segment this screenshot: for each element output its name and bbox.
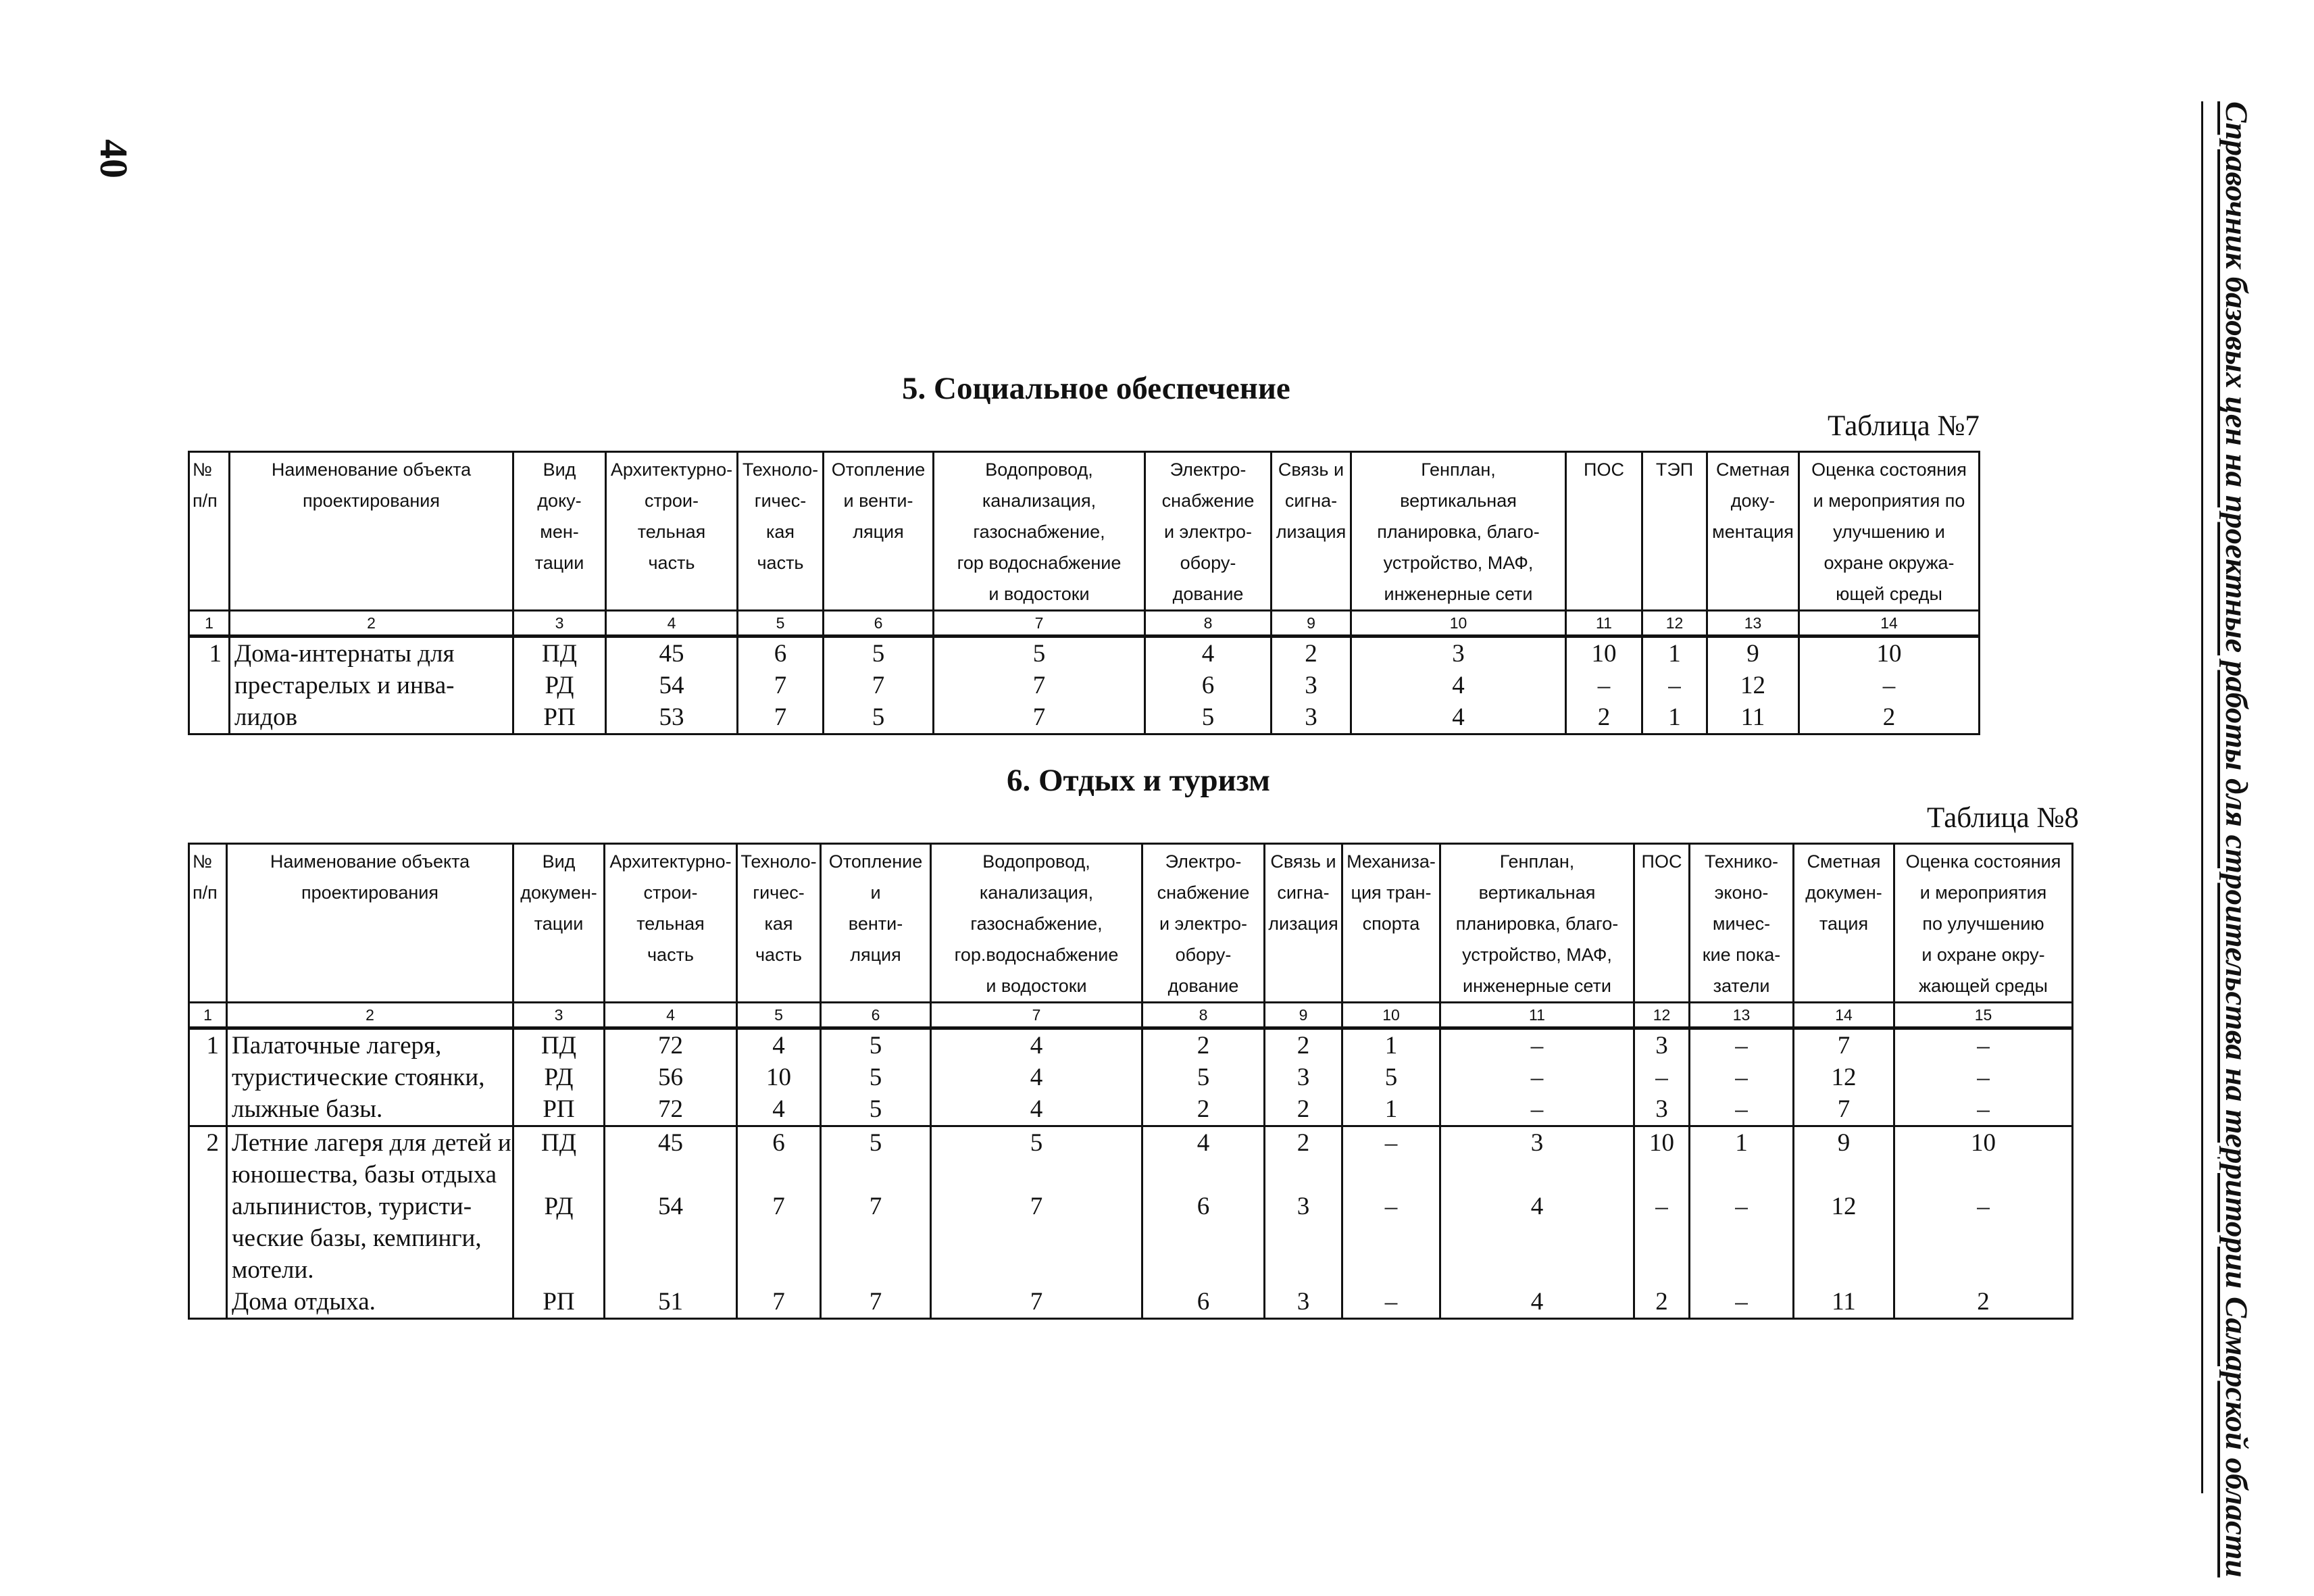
- column-header: ПОС: [1634, 844, 1690, 1003]
- column-number: 8: [1142, 1003, 1265, 1028]
- column-number: 5: [738, 611, 824, 637]
- cell-value: 7: [774, 672, 787, 699]
- column-number: 13: [1707, 611, 1799, 637]
- cell-value: 7: [772, 1288, 785, 1316]
- cell-value: 7: [872, 672, 885, 699]
- column-number: 7: [931, 1003, 1142, 1028]
- table-row: [189, 637, 1980, 734]
- cell-value: 51: [658, 1288, 683, 1316]
- cell-value: ПД: [541, 1032, 576, 1059]
- column-header: Архитектурно- строи- тельная часть: [605, 844, 737, 1003]
- column-header: Вид докумен- тации: [513, 844, 605, 1003]
- object-name: [227, 1028, 513, 1126]
- cell-value: 3: [1452, 640, 1465, 668]
- cell-value: 56: [658, 1064, 683, 1091]
- column-number: 14: [1799, 611, 1980, 637]
- row-index: 2: [189, 1126, 227, 1319]
- cell-value: 6: [1201, 672, 1215, 699]
- cell-value: 5: [869, 1095, 882, 1123]
- object-name-line: престарелых и инва-: [234, 672, 455, 699]
- cell-value: 5: [869, 1064, 882, 1091]
- cell-value: 7: [1837, 1095, 1851, 1123]
- cell-value: 7: [1032, 672, 1046, 699]
- cell-value: –: [1735, 1064, 1748, 1091]
- cell-value: РД: [544, 1193, 574, 1220]
- cell-value: 2: [1297, 1129, 1310, 1157]
- value-cell: [513, 637, 606, 734]
- column-number: 2: [227, 1003, 513, 1028]
- cell-value: 4: [1201, 640, 1215, 668]
- column-header: Генплан, вертикальная планировка, благо- устройство, МАФ, инженерные сети: [1440, 844, 1634, 1003]
- value-cell: [1690, 1028, 1794, 1126]
- column-header: Наименование объекта проектирования: [230, 452, 513, 611]
- column-header: Водопровод, канализация, газоснабжение, гор.водоснабжение и водостоки: [931, 844, 1142, 1003]
- value-cell: [738, 637, 824, 734]
- column-header: Электро- снабжение и электро- обору- дование: [1145, 452, 1272, 611]
- object-name-line: ческие базы, кемпинги,: [232, 1224, 482, 1252]
- column-number: 7: [934, 611, 1145, 637]
- column-header: Вид доку- мен- тации: [513, 452, 606, 611]
- column-header: № п/п: [189, 844, 227, 1003]
- cell-value: 2: [1977, 1288, 1990, 1316]
- cell-value: 10: [1876, 640, 1902, 668]
- column-header: Оценка состояния и мероприятия по улучшению и охране окружа- ющей среды: [1799, 452, 1980, 611]
- cell-value: –: [1668, 672, 1681, 699]
- cell-value: 6: [1197, 1288, 1210, 1316]
- cell-value: 9: [1746, 640, 1759, 668]
- column-number: 9: [1272, 611, 1351, 637]
- cell-value: 3: [1305, 672, 1317, 699]
- cell-value: 5: [869, 1032, 882, 1059]
- value-cell: [1440, 1028, 1634, 1126]
- row-index: 1: [189, 1028, 227, 1126]
- value-cell: [1634, 1126, 1690, 1319]
- cell-value: РД: [544, 1064, 574, 1091]
- object-name-line: альпинистов, туристи-: [232, 1193, 472, 1220]
- cell-value: 6: [1197, 1193, 1210, 1220]
- column-number: 4: [605, 1003, 737, 1028]
- value-cell: [1894, 1028, 2073, 1126]
- cell-value: –: [1384, 1288, 1398, 1316]
- cell-value: –: [1735, 1032, 1748, 1059]
- value-cell: [1265, 1126, 1342, 1319]
- cell-value: –: [1384, 1193, 1398, 1220]
- column-number: 6: [824, 611, 934, 637]
- cell-value: 54: [658, 1193, 683, 1220]
- column-number: 4: [606, 611, 738, 637]
- value-cell: [1707, 637, 1799, 734]
- cell-value: 72: [658, 1032, 683, 1059]
- value-cell: [1566, 637, 1642, 734]
- column-header: ПОС: [1566, 452, 1642, 611]
- cell-value: 4: [1030, 1095, 1043, 1123]
- value-cell: [513, 1126, 605, 1319]
- column-number: 14: [1794, 1003, 1894, 1028]
- cell-value: 5: [869, 1129, 882, 1157]
- cell-value: 4: [1452, 703, 1465, 731]
- cell-value: 5: [1384, 1064, 1398, 1091]
- cell-value: 4: [1530, 1193, 1544, 1220]
- table-label-8: Таблица №8: [1927, 802, 2079, 834]
- column-header: Связь и сигна- лизация: [1272, 452, 1351, 611]
- cell-value: 2: [1197, 1032, 1210, 1059]
- cell-value: –: [1977, 1193, 1990, 1220]
- object-name-line: туристические стоянки,: [232, 1064, 485, 1091]
- column-number-row: [189, 1003, 2073, 1028]
- cell-value: 45: [659, 640, 684, 668]
- value-cell: [824, 637, 934, 734]
- table-social: [188, 451, 1980, 735]
- column-number: 10: [1351, 611, 1566, 637]
- cell-value: –: [1735, 1095, 1748, 1123]
- cell-value: 7: [774, 703, 787, 731]
- value-cell: [1351, 637, 1566, 734]
- cell-value: 10: [1591, 640, 1617, 668]
- cell-value: 5: [1032, 640, 1046, 668]
- cell-value: 5: [872, 640, 885, 668]
- cell-value: ПД: [541, 1129, 576, 1157]
- cell-value: 3: [1297, 1064, 1310, 1091]
- column-number: 13: [1690, 1003, 1794, 1028]
- cell-value: 2: [1297, 1095, 1310, 1123]
- page-number: 40: [92, 139, 136, 178]
- table-label-7: Таблица №7: [1828, 410, 1980, 442]
- column-number: 11: [1566, 611, 1642, 637]
- cell-value: 7: [1030, 1288, 1043, 1316]
- value-cell: [1634, 1028, 1690, 1126]
- value-cell: [1440, 1126, 1634, 1319]
- object-name-line: Дома отдыха.: [232, 1288, 376, 1316]
- row-index: 1: [189, 637, 230, 734]
- value-cell: [1799, 637, 1980, 734]
- cell-value: 10: [1649, 1129, 1674, 1157]
- column-number: 12: [1634, 1003, 1690, 1028]
- column-number: 1: [189, 1003, 227, 1028]
- cell-value: 4: [1197, 1129, 1210, 1157]
- cell-value: 45: [658, 1129, 683, 1157]
- column-number: 5: [737, 1003, 821, 1028]
- column-header: Архитектурно- строи- тельная часть: [606, 452, 738, 611]
- column-header: Технико- эконо- мичес- кие пока- затели: [1690, 844, 1794, 1003]
- column-header: Механиза- ция тран- спорта: [1342, 844, 1440, 1003]
- object-name-line: мотели.: [232, 1256, 314, 1284]
- cell-value: 2: [1655, 1288, 1668, 1316]
- cell-value: 9: [1837, 1129, 1851, 1157]
- value-cell: [821, 1028, 931, 1126]
- object-name-line: лыжные базы.: [232, 1095, 383, 1123]
- cell-value: –: [1597, 672, 1611, 699]
- cell-value: –: [1735, 1288, 1748, 1316]
- cell-value: –: [1655, 1064, 1668, 1091]
- cell-value: 2: [1305, 640, 1317, 668]
- value-cell: [737, 1028, 821, 1126]
- value-cell: [606, 637, 738, 734]
- object-name-line: Палаточные лагеря,: [232, 1032, 442, 1059]
- column-header: Отопление и венти- ляция: [821, 844, 931, 1003]
- table-row: [189, 1028, 2073, 1126]
- cell-value: 4: [1030, 1032, 1043, 1059]
- column-number-row: [189, 611, 1980, 637]
- cell-value: 4: [772, 1095, 785, 1123]
- column-header: Сметная докумен- тация: [1794, 844, 1894, 1003]
- column-header: Генплан, вертикальная планировка, благо- устройство, МАФ, инженерные сети: [1351, 452, 1566, 611]
- column-number: 8: [1145, 611, 1272, 637]
- cell-value: ПД: [542, 640, 577, 668]
- object-name-line: лидов: [234, 703, 298, 731]
- value-cell: [1642, 637, 1707, 734]
- value-cell: [1690, 1126, 1794, 1319]
- value-cell: [1142, 1028, 1265, 1126]
- value-cell: [821, 1126, 931, 1319]
- object-name-line: юношества, базы отдыха: [232, 1161, 497, 1189]
- column-header: Сметная доку- ментация: [1707, 452, 1799, 611]
- cell-value: 4: [772, 1032, 785, 1059]
- cell-value: 4: [1030, 1064, 1043, 1091]
- cell-value: 3: [1297, 1288, 1310, 1316]
- cell-value: 5: [1201, 703, 1215, 731]
- table-header-row: [189, 452, 1980, 611]
- cell-value: –: [1530, 1095, 1544, 1123]
- cell-value: 1: [1384, 1032, 1398, 1059]
- cell-value: 1: [1735, 1129, 1748, 1157]
- cell-value: 12: [1740, 672, 1765, 699]
- cell-value: 10: [1971, 1129, 1996, 1157]
- column-header: Связь и сигна- лизация: [1265, 844, 1342, 1003]
- cell-value: –: [1977, 1064, 1990, 1091]
- value-cell: [605, 1028, 737, 1126]
- column-number: 2: [230, 611, 513, 637]
- cell-value: 2: [1882, 703, 1896, 731]
- column-number: 3: [513, 611, 606, 637]
- value-cell: [931, 1028, 1142, 1126]
- table-header-row: [189, 844, 2073, 1003]
- object-name: [227, 1126, 513, 1319]
- value-cell: [605, 1126, 737, 1319]
- column-header: Электро- снабжение и электро- обору- дование: [1142, 844, 1265, 1003]
- cell-value: 1: [1668, 703, 1681, 731]
- section-title-social: 5. Социальное обеспечение: [902, 371, 1290, 406]
- cell-value: –: [1530, 1064, 1544, 1091]
- cell-value: 3: [1655, 1095, 1668, 1123]
- cell-value: 3: [1305, 703, 1317, 731]
- cell-value: 12: [1831, 1064, 1857, 1091]
- column-number: 3: [513, 1003, 605, 1028]
- cell-value: –: [1882, 672, 1896, 699]
- cell-value: РП: [543, 703, 576, 731]
- column-header: Техноло- гичес- кая часть: [738, 452, 824, 611]
- cell-value: 2: [1597, 703, 1611, 731]
- header-rule: [2201, 101, 2203, 1493]
- column-header: ТЭП: [1642, 452, 1707, 611]
- running-header: [2189, 101, 2263, 1578]
- cell-value: 7: [1032, 703, 1046, 731]
- value-cell: [934, 637, 1145, 734]
- column-header: Водопровод, канализация, газоснабжение, гор водоснабжение и водостоки: [934, 452, 1145, 611]
- cell-value: 5: [1030, 1129, 1043, 1157]
- column-number: 9: [1265, 1003, 1342, 1028]
- cell-value: РП: [543, 1095, 575, 1123]
- cell-value: –: [1655, 1193, 1668, 1220]
- cell-value: 4: [1530, 1288, 1544, 1316]
- column-number: 1: [189, 611, 230, 637]
- cell-value: –: [1977, 1032, 1990, 1059]
- cell-value: 72: [658, 1095, 683, 1123]
- value-cell: [1265, 1028, 1342, 1126]
- cell-value: РП: [543, 1288, 575, 1316]
- value-cell: [1794, 1028, 1894, 1126]
- section-title-tourism: 6. Отдых и туризм: [1007, 763, 1270, 798]
- column-number: 6: [821, 1003, 931, 1028]
- value-cell: [513, 1028, 605, 1126]
- column-number: 15: [1894, 1003, 2073, 1028]
- cell-value: 3: [1655, 1032, 1668, 1059]
- cell-value: 2: [1197, 1095, 1210, 1123]
- value-cell: [1794, 1126, 1894, 1319]
- column-number: 11: [1440, 1003, 1634, 1028]
- value-cell: [1342, 1126, 1440, 1319]
- column-header: Наименование объекта проектирования: [227, 844, 513, 1003]
- value-cell: [931, 1126, 1142, 1319]
- cell-value: РД: [545, 672, 574, 699]
- table-row: [189, 1126, 2073, 1319]
- column-number: 10: [1342, 1003, 1440, 1028]
- object-name-line: Летние лагеря для детей и: [232, 1129, 511, 1157]
- cell-value: 53: [659, 703, 684, 731]
- column-header: № п/п: [189, 452, 230, 611]
- object-name-line: Дома-интернаты для: [234, 640, 455, 668]
- cell-value: 7: [1030, 1193, 1043, 1220]
- cell-value: 7: [869, 1288, 882, 1316]
- cell-value: 11: [1740, 703, 1765, 731]
- value-cell: [737, 1126, 821, 1319]
- cell-value: 2: [1297, 1032, 1310, 1059]
- cell-value: 11: [1832, 1288, 1856, 1316]
- value-cell: [1342, 1028, 1440, 1126]
- cell-value: 5: [1197, 1064, 1210, 1091]
- cell-value: 7: [1837, 1032, 1851, 1059]
- cell-value: 1: [1668, 640, 1681, 668]
- cell-value: 54: [659, 672, 684, 699]
- table-tourism: [188, 843, 2073, 1320]
- value-cell: [1894, 1126, 2073, 1319]
- cell-value: 6: [774, 640, 787, 668]
- column-header: Оценка состояния и мероприятия по улучшению и охране окру- жающей среды: [1894, 844, 2073, 1003]
- cell-value: 3: [1297, 1193, 1310, 1220]
- cell-value: 7: [869, 1193, 882, 1220]
- cell-value: 6: [772, 1129, 785, 1157]
- cell-value: –: [1977, 1095, 1990, 1123]
- cell-value: –: [1735, 1193, 1748, 1220]
- object-name: [230, 637, 513, 734]
- cell-value: –: [1530, 1032, 1544, 1059]
- column-header: Техноло- гичес- кая часть: [737, 844, 821, 1003]
- column-header: Отопление и венти- ляция: [824, 452, 934, 611]
- column-number: 12: [1642, 611, 1707, 637]
- value-cell: [1142, 1126, 1265, 1319]
- cell-value: 3: [1530, 1129, 1544, 1157]
- cell-value: –: [1384, 1129, 1398, 1157]
- cell-value: 5: [872, 703, 885, 731]
- cell-value: 1: [1384, 1095, 1398, 1123]
- book-title: Справочник базовых цен на проектные работы для строительства на территории Самарской области: [2219, 101, 2254, 1578]
- cell-value: 7: [772, 1193, 785, 1220]
- cell-value: 4: [1452, 672, 1465, 699]
- value-cell: [1145, 637, 1272, 734]
- cell-value: 12: [1831, 1193, 1857, 1220]
- cell-value: 10: [766, 1064, 791, 1091]
- value-cell: [1272, 637, 1351, 734]
